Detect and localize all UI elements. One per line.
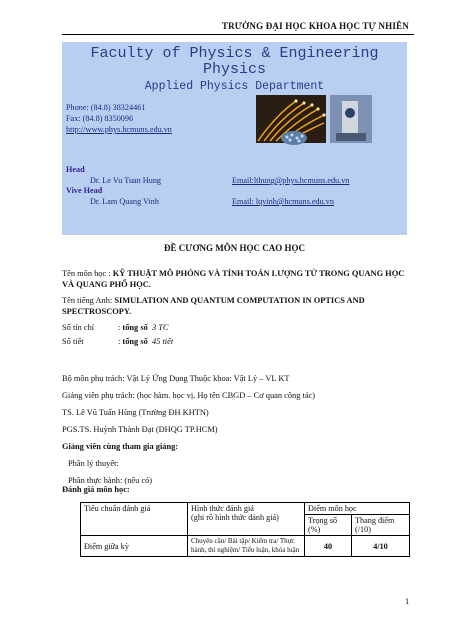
- weight-header: Trọng số (%): [305, 515, 352, 536]
- periods-total-label: tổng số: [122, 337, 148, 346]
- credits-sep: :: [118, 323, 123, 332]
- periods-value: 45 tiết: [151, 337, 174, 346]
- english-label: Tên tiếng Anh:: [62, 296, 115, 305]
- scale-header: Thang điểm (/10): [352, 515, 410, 536]
- english-name-line: [62, 296, 417, 317]
- theory-part: Phần lý thuyết:: [68, 459, 119, 468]
- head-email-link[interactable]: Email:lthung@phys.hcmuns.edu.vn: [232, 176, 350, 185]
- vice-head-name: Dr. Lam Quang Vinh: [90, 196, 159, 206]
- course-label: Tên môn học :: [62, 269, 113, 278]
- course-name: KỸ THUẬT MÔ PHỎNG VÀ TÍNH TOÁN LƯỢNG TỬ TRONG QUANG HỌC VÀ QUANG PHỔ HỌC.: [62, 269, 405, 289]
- table-header-row: [81, 503, 410, 515]
- faculty-title: Faculty of Physics & Engineering Physics: [90, 45, 379, 78]
- website-link[interactable]: http://www.phys.hcmuns.edu.vn: [66, 125, 172, 134]
- lecturer-line: Giảng viên phụ trách: (học hàm. học vị. Họ tên CBGD – Cơ quan công tác): [62, 391, 316, 400]
- co-lecturers-heading: Giảng viên cùng tham gia giảng:: [62, 442, 179, 451]
- nanostructure-image: [280, 130, 308, 146]
- lecturer-1: TS. Lê Vũ Tuấn Hùng (Trường ĐH KHTN): [62, 408, 209, 417]
- department-subtitle: Applied Physics Department: [144, 80, 325, 93]
- head-name: Dr. Le Vu Tuan Hung: [90, 175, 162, 185]
- scale-cell: 4/10: [352, 536, 410, 557]
- header-rule: [62, 34, 414, 35]
- periods-line: [62, 337, 417, 348]
- course-name-line: [62, 269, 417, 290]
- department-line: Bộ môn phụ trách: Vật Lý Ứng Dụng Thuộc khoa: Vật Lý – VL KT: [62, 374, 290, 383]
- periods-sep: :: [118, 337, 123, 346]
- credits-label: Số tín chỉ: [62, 323, 95, 332]
- credits-value: 3 TC: [151, 323, 169, 332]
- lab-equipment-image: [330, 95, 372, 143]
- staff-block: [66, 165, 161, 207]
- credits-total-label: tổng số: [122, 323, 148, 332]
- weight-cell: 40: [305, 536, 352, 557]
- table-row: [81, 536, 410, 557]
- practice-part: Phần thực hành: (nếu có): [68, 476, 153, 485]
- vice-head-label: Vive Head: [66, 186, 103, 195]
- criterion-header: Tiêu chuẩn đánh giá: [81, 503, 188, 536]
- contact-block: [66, 102, 172, 135]
- head-label: Head: [66, 165, 85, 174]
- fax: Fax: (84.8) 8350096: [66, 114, 134, 123]
- lecturer-2: PGS.TS. Huỳnh Thành Đạt (ĐHQG TP.HCM): [62, 425, 218, 434]
- form-header-sub: (ghi rõ hình thức đánh giá): [191, 513, 279, 522]
- assessment-heading: Đánh giá môn học:: [62, 485, 130, 494]
- form-header: [188, 503, 305, 536]
- form-cell: Chuyên cần/ Bài tập/ Kiểm tra/ Thực hành, thí nghiệm/ Tiểu luận, khóa luận: [188, 536, 305, 557]
- vice-head-email-link[interactable]: Email: lqvinh@hcmuns.edu.vn: [232, 197, 334, 206]
- phone: Phone: (84.8) 38324461: [66, 103, 146, 112]
- page-number: 1: [405, 596, 410, 606]
- credits-line: [62, 323, 417, 334]
- score-header: Điểm môn học: [305, 503, 410, 515]
- english-name: SIMULATION AND QUANTUM COMPUTATION IN OPTICS AND SPECTROSCOPY.: [62, 296, 365, 316]
- criterion-cell: Điểm giữa kỳ: [81, 536, 188, 557]
- university-header: TRƯỜNG ĐẠI HỌC KHOA HỌC TỰ NHIÊN: [221, 21, 409, 31]
- document-title: ĐỀ CƯƠNG MÔN HỌC CAO HỌC: [164, 243, 305, 253]
- assessment-table: [80, 502, 410, 557]
- periods-label: Số tiết: [62, 337, 84, 346]
- form-header-label: Hình thức đánh giá: [191, 504, 254, 513]
